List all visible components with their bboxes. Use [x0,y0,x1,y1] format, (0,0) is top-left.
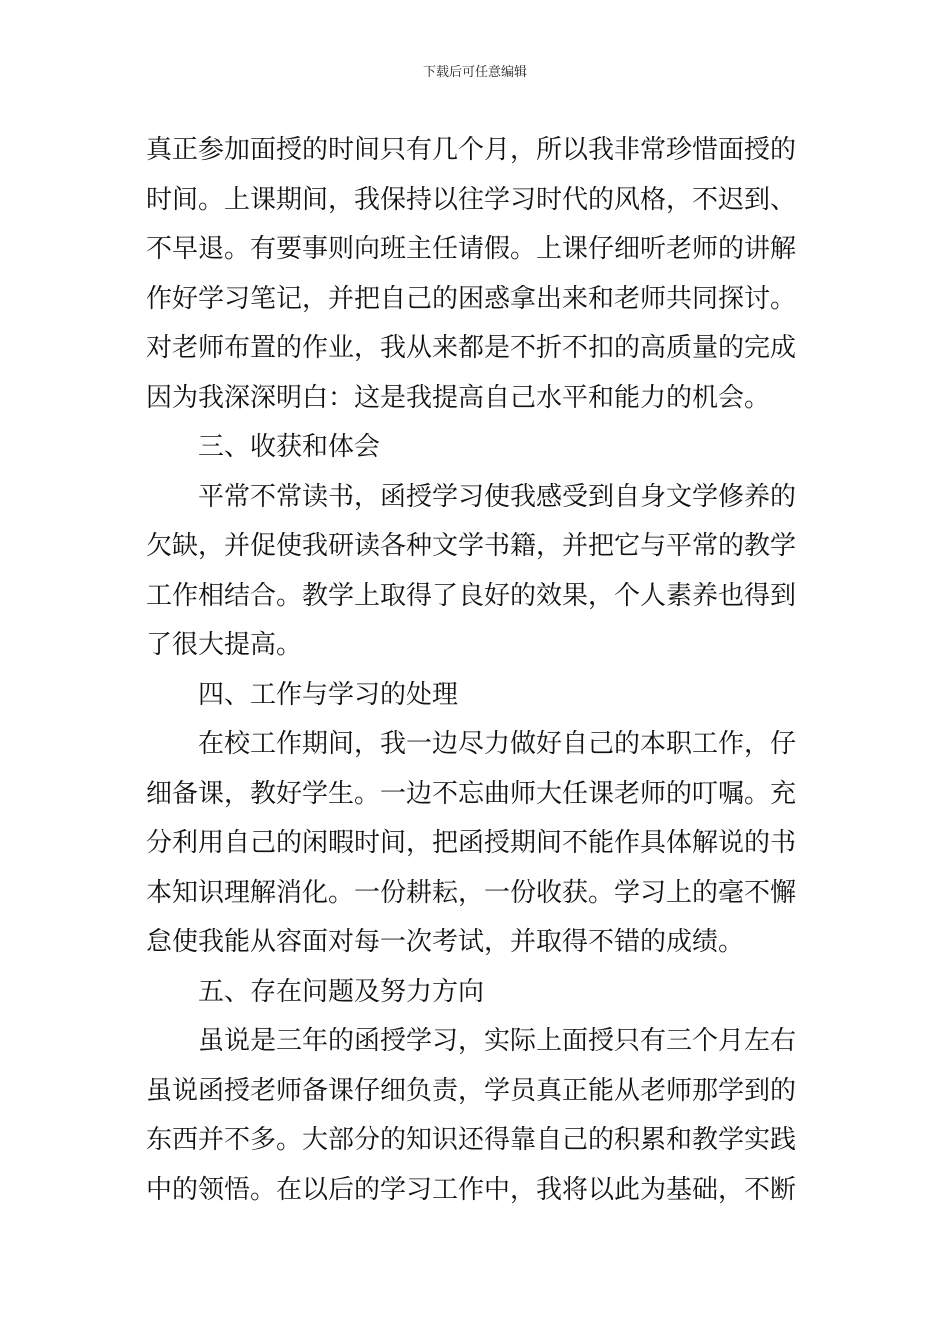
paragraph-line: 平常不常读书，函授学习使我感受到自身文学修养的 [198,481,797,512]
paragraph-line: 了很大提高。 [146,630,303,660]
paragraph-line: 怠使我能从容面对每一次考试，并取得不错的成绩。 [146,927,745,957]
paragraph-line: 细备课，教好学生。一边不忘曲师大任课老师的叮嘱。充 [146,778,797,809]
paragraph-line: 东西并不多。大部分的知识还得靠自己的积累和教学实践 [146,1125,797,1155]
paragraph-line: 时间。上课期间，我保持以往学习时代的风格，不迟到、 [146,184,797,215]
paragraph-line: 中的领悟。在以后的学习工作中，我将以此为基础，不断 [146,1174,797,1205]
paragraph-line: 本知识理解消化。一份耕耘，一份收获。学习上的毫不懈 [146,877,797,908]
paragraph-line: 真正参加面授的时间只有几个月，所以我非常珍惜面授的 [146,135,797,165]
paragraph-line: 在校工作期间，我一边尽力做好自己的本职工作，仔 [198,729,797,759]
paragraph-line: 因为我深深明白：这是我提高自己水平和能力的机会。 [146,382,771,413]
paragraph-line: 欠缺，并促使我研读各种文学书籍，并把它与平常的教学 [146,531,797,561]
section-heading: 五、存在问题及努力方向 [198,976,485,1007]
paragraph-line: 虽说是三年的函授学习，实际上面授只有三个月左右 [198,1026,797,1056]
paragraph-line: 虽说函授老师备课仔细负责，学员真正能从老师那学到的 [146,1075,797,1106]
paragraph-line: 工作相结合。教学上取得了良好的效果，个人素养也得到 [146,580,797,611]
section-heading: 四、工作与学习的处理 [198,679,459,710]
paragraph-line: 对老师布置的作业，我从来都是不折不扣的高质量的完成 [146,333,797,363]
paragraph-line: 分利用自己的闲暇时间，把函授期间不能作具体解说的书 [146,828,797,858]
section-heading: 三、收获和体会 [198,432,381,462]
page-header: 下载后可任意编辑 [422,65,527,80]
paragraph-line: 作好学习笔记，并把自己的困惑拿出来和老师共同探讨。 [146,283,797,314]
paragraph-line: 不早退。有要事则向班主任请假。上课仔细听老师的讲解 [146,234,797,264]
document-body [146,126,818,1215]
